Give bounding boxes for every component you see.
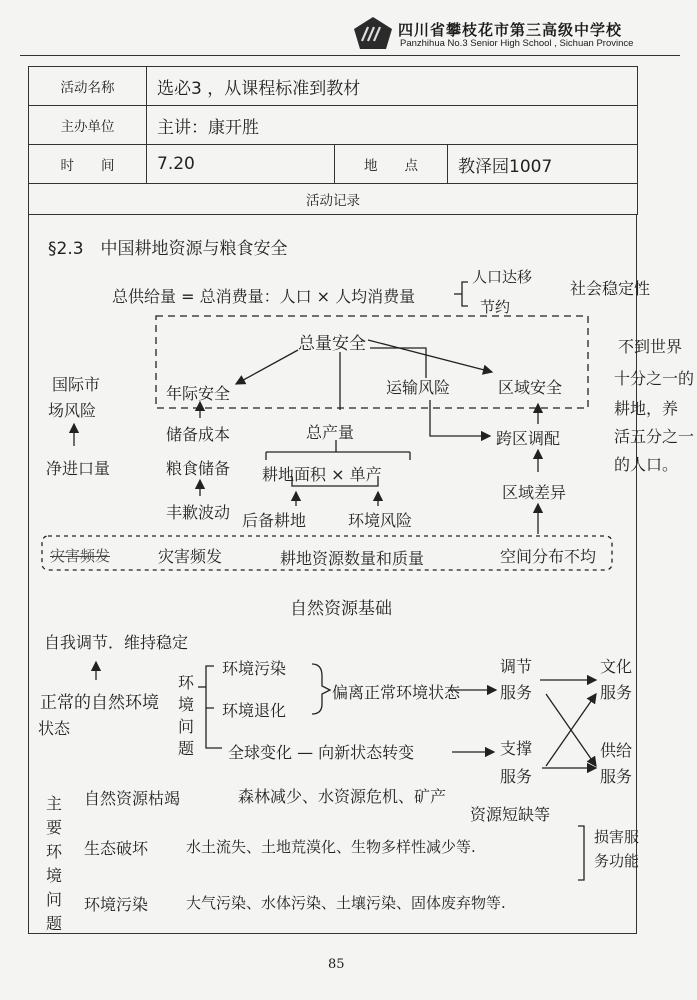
self-regulation: 自我调节．维持稳定 <box>44 633 189 652</box>
annual-security: 年际安全 <box>166 384 231 403</box>
global-change: 全球变化 — 向新状态转变 <box>228 743 415 762</box>
environment-problem-vertical: 环境问题 <box>177 673 194 758</box>
harvest-fluctuation: 丰歉波动 <box>166 503 231 522</box>
environment-pollution: 环境污染 <box>222 659 287 678</box>
damage-service-1: 损害服 <box>594 828 640 846</box>
time-label: 时 间 <box>29 145 147 184</box>
normal-environment-1: 正常的自然环境 <box>40 693 159 713</box>
side-note-4: 活五分之一 <box>614 427 695 446</box>
organizer-value: 主讲：康开胜 <box>147 106 638 145</box>
main-env-problems-vertical: 主要环境问题 <box>45 794 62 933</box>
regional-difference: 区域差异 <box>502 483 567 502</box>
side-note-5: 的人口。 <box>614 455 679 474</box>
intl-market-risk-2: 场风险 <box>48 401 97 420</box>
regulation-service-1: 调节 <box>500 657 533 676</box>
support-service-1: 支撑 <box>500 739 533 758</box>
supply-service-1: 供给 <box>600 741 633 760</box>
side-note-2: 十分之一的 <box>614 369 695 388</box>
support-service-2: 服务 <box>500 767 533 786</box>
storage-cost: 储备成本 <box>166 425 231 444</box>
population-control: 人口达移 <box>472 268 533 286</box>
social-stability: 社会稳定性 <box>570 279 651 298</box>
activity-name-value: 选必3 ，从课程标准到教材 <box>147 67 638 106</box>
deviate-normal-state: 偏离正常环境状态 <box>332 683 461 702</box>
intl-market-risk-1: 国际市 <box>52 375 101 394</box>
supply-formula: 总供给量 = 总消费量：人口 × 人均消费量 <box>112 287 416 306</box>
transport-risk: 运输风险 <box>386 378 451 397</box>
resource-depletion: 自然资源枯竭 <box>84 789 181 808</box>
supply-service-2: 服务 <box>600 767 633 786</box>
school-name-en: Panzhihua No.3 Senior High School , Sichuan Province <box>400 38 634 49</box>
damage-service-2: 务功能 <box>594 852 640 870</box>
record-header: 活动记录 <box>29 184 638 215</box>
time-value: 7.20 <box>147 145 335 184</box>
culture-service-1: 文化 <box>600 657 633 676</box>
total-output: 总产量 <box>306 423 355 442</box>
place-value: 教泽园1007 <box>448 145 638 184</box>
resource-depletion-detail: 森林减少、水资源危机、矿产 <box>238 787 447 806</box>
eco-damage: 生态破坏 <box>84 839 149 858</box>
save-resources: 节约 <box>480 298 511 316</box>
net-import: 净进口量 <box>46 459 111 478</box>
crossed-out-text: 灾害频发 <box>50 547 111 565</box>
place-label: 地 点 <box>335 145 448 184</box>
side-note-3: 耕地，养 <box>614 399 679 418</box>
environment-risk: 环境风险 <box>348 511 413 530</box>
grain-storage: 粮食储备 <box>166 459 231 478</box>
natural-resource-base: 自然资源基础 <box>290 599 392 619</box>
uneven-distribution: 空间分布不均 <box>500 547 597 566</box>
total-security: 总量安全 <box>298 334 366 354</box>
environment-degradation: 环境退化 <box>222 701 287 720</box>
regulation-service-2: 服务 <box>500 683 533 702</box>
regional-security: 区域安全 <box>498 378 563 397</box>
page-number: 85 <box>328 957 345 972</box>
reserve-farmland: 后备耕地 <box>242 511 307 530</box>
pollution-detail: 大气污染、水体污染、土壤污染、固体废弃物等. <box>186 894 506 912</box>
organizer-label: 主办单位 <box>29 106 147 145</box>
normal-environment-2: 状态 <box>38 719 71 738</box>
section-title: §2.3 中国耕地资源与粮食安全 <box>48 239 288 259</box>
farmland-area-yield: 耕地面积 × 单产 <box>262 465 382 484</box>
farmland-quantity-quality: 耕地资源数量和质量 <box>280 549 425 568</box>
side-note-1: 不到世界 <box>618 337 683 356</box>
disaster-frequent: 灾害频发 <box>158 547 223 566</box>
pollution: 环境污染 <box>84 895 149 914</box>
resource-shortage: 资源短缺等 <box>470 805 551 824</box>
eco-damage-detail: 水土流失、土地荒漠化、生物多样性减少等. <box>186 838 476 856</box>
activity-name-label: 活动名称 <box>29 67 147 106</box>
culture-service-2: 服务 <box>600 683 633 702</box>
cross-region-allocation: 跨区调配 <box>496 429 561 448</box>
school-name-cn: 四川省攀枝花市第三高级中学校 <box>398 21 623 39</box>
